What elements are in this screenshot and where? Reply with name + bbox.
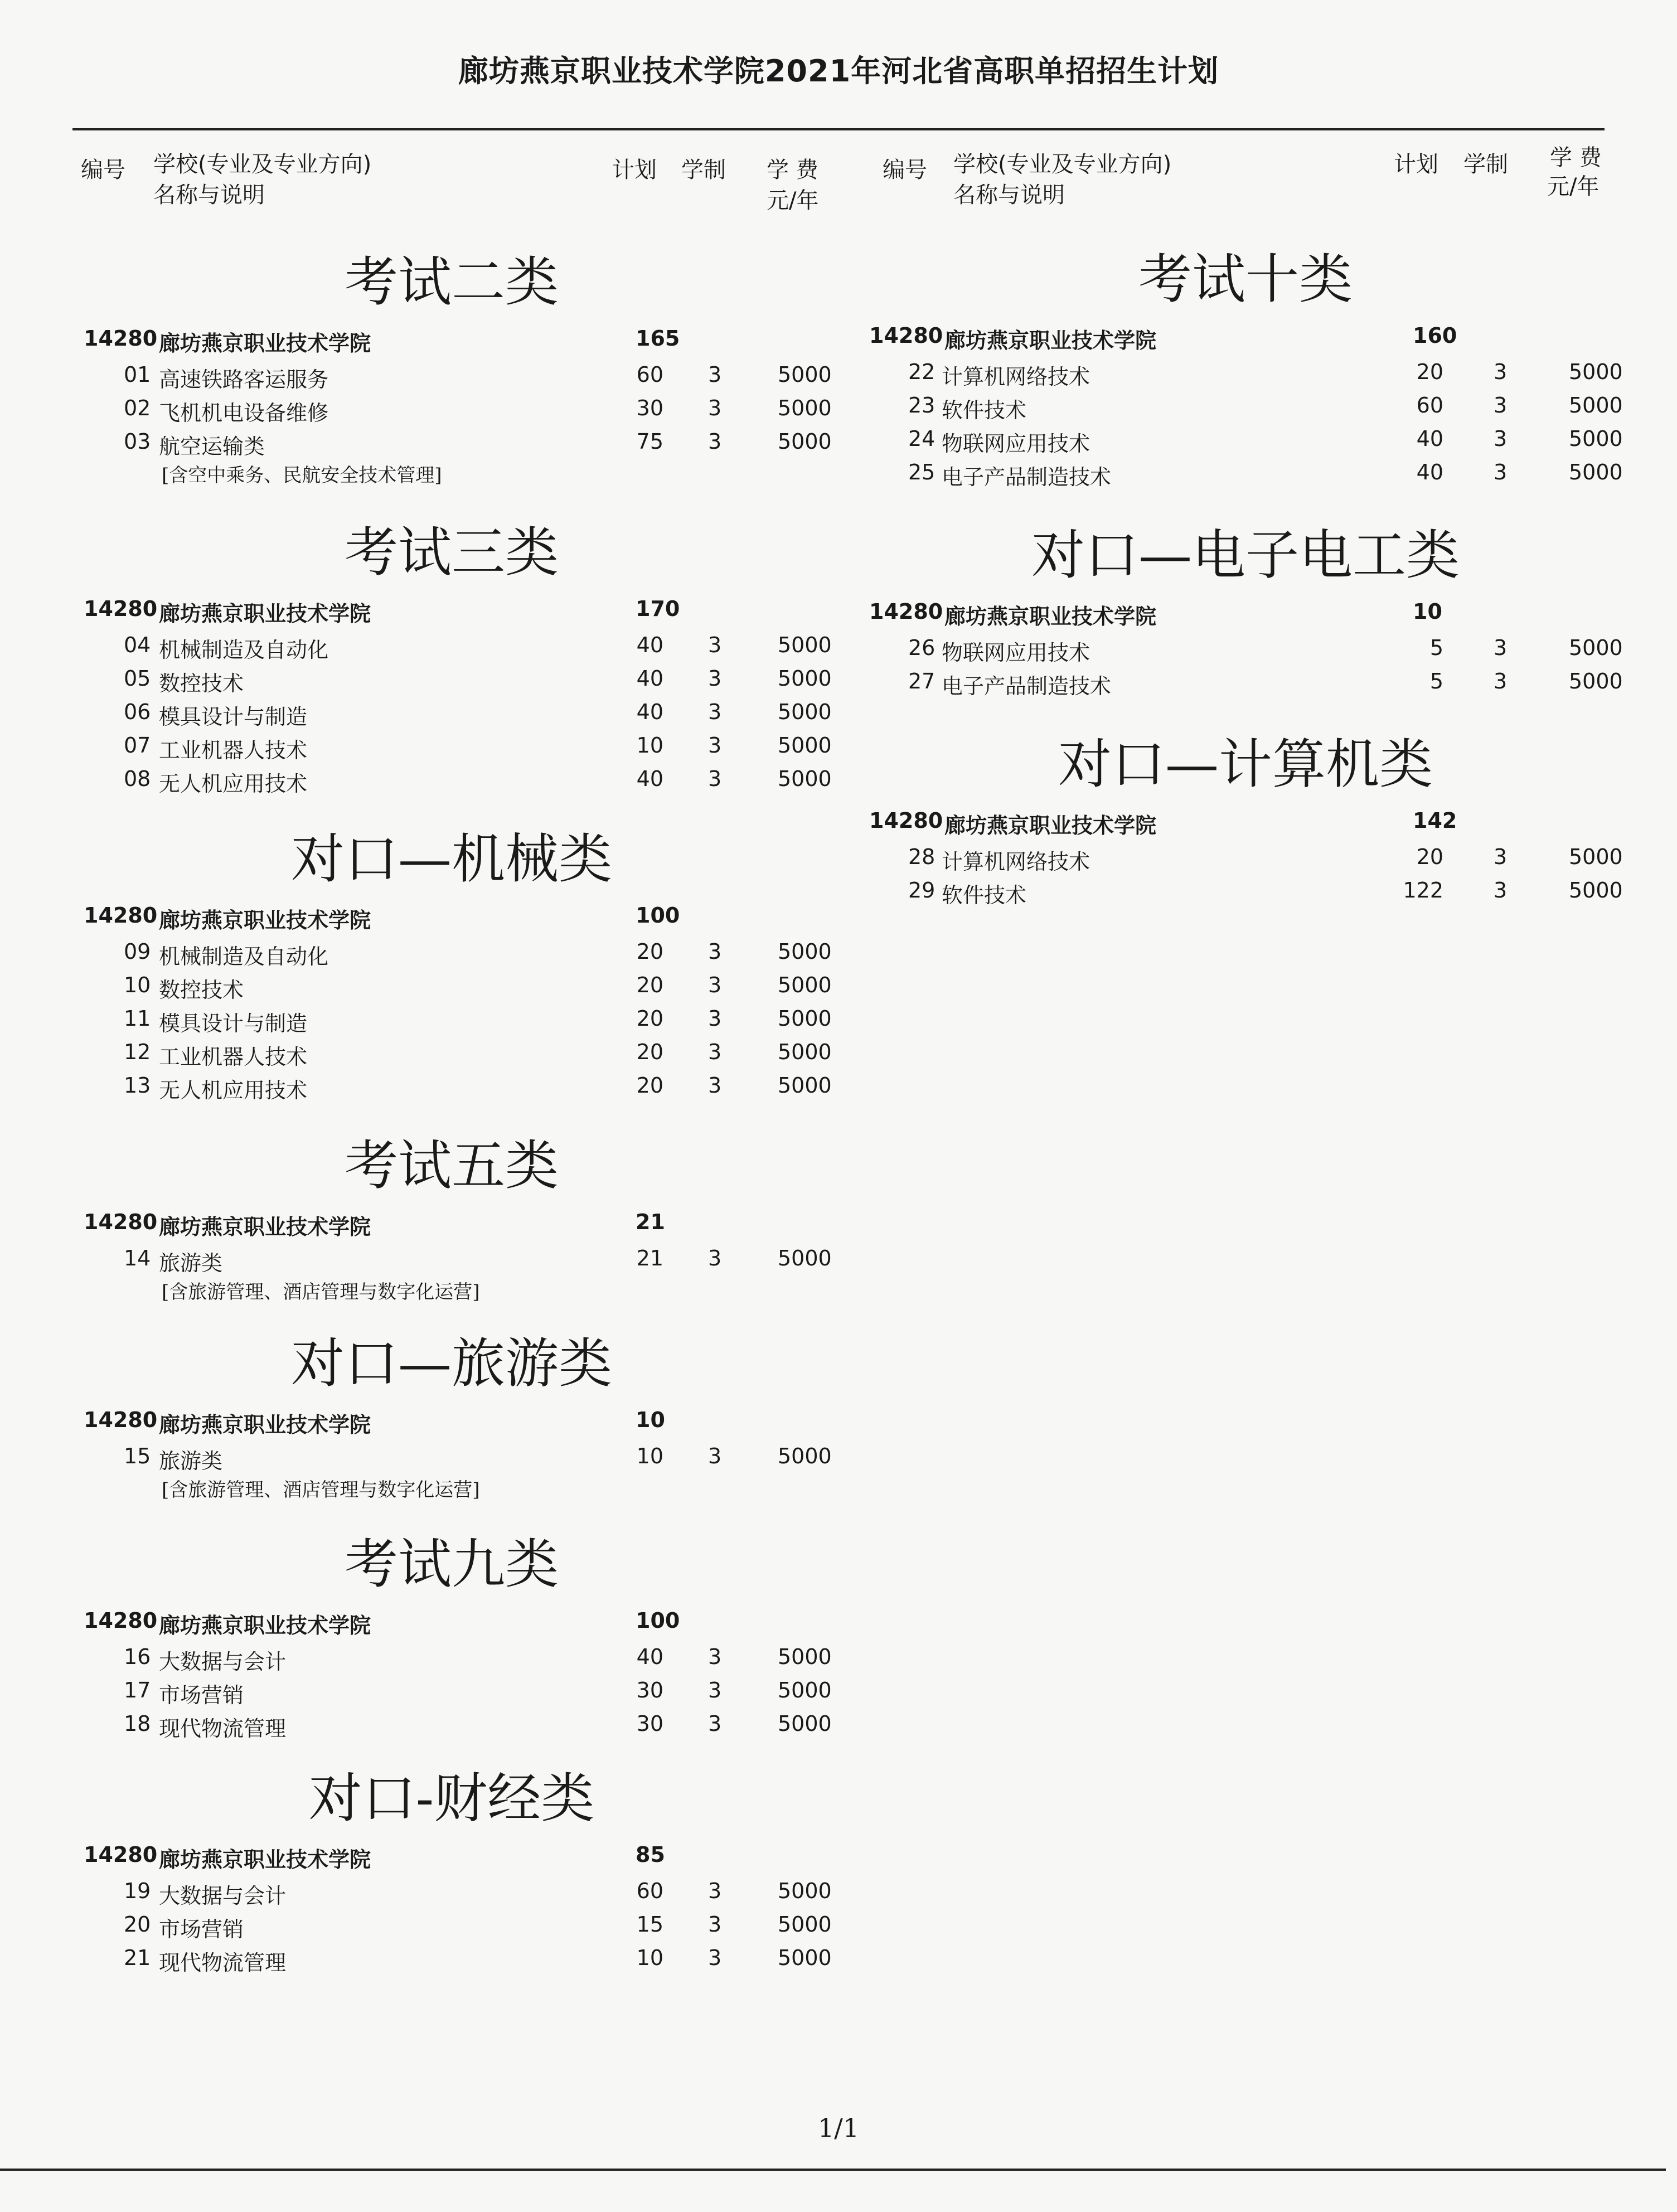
major-row: [838, 360, 1675, 393]
major-duration: 3: [708, 767, 722, 791]
school-plan-total: 21: [636, 1210, 665, 1234]
school-plan-total: 160: [1413, 323, 1457, 348]
major-duration: 3: [1494, 393, 1508, 418]
major-number: 20: [124, 1912, 151, 1937]
major-fee: 5000: [778, 700, 832, 724]
school-row: [869, 808, 1594, 836]
school-code: 14280: [84, 1608, 158, 1633]
major-duration: 3: [708, 1246, 722, 1270]
major-row: [0, 1946, 836, 1979]
school-code: 14280: [84, 1210, 158, 1234]
major-fee: 5000: [778, 767, 832, 791]
school-row: [869, 599, 1594, 627]
major-row: [838, 393, 1675, 426]
major-plan: 30: [636, 1678, 663, 1702]
major-row: [0, 1678, 836, 1711]
major-name: 旅游类: [159, 1251, 223, 1275]
major-duration: 3: [708, 1912, 722, 1937]
header-school-right: 学校(专业及专业方向): [953, 152, 1172, 177]
major-row: [0, 1912, 836, 1946]
major-plan: 60: [636, 1879, 663, 1903]
category-heading: 考试三类: [345, 521, 559, 584]
major-plan: 40: [636, 666, 663, 691]
major-duration: 3: [708, 633, 722, 657]
school-name: 廊坊燕京职业技术学院: [159, 908, 371, 933]
document-title: 廊坊燕京职业技术学院2021年河北省高职单招招生计划: [458, 54, 1219, 89]
major-name: 无人机应用技术: [159, 772, 308, 796]
major-fee: 5000: [778, 1444, 832, 1468]
major-name: 机械制造及自动化: [159, 638, 329, 662]
major-plan: 40: [636, 1645, 663, 1669]
major-plan: 40: [1416, 460, 1443, 484]
major-row: [0, 429, 836, 463]
major-duration: 3: [708, 1006, 722, 1031]
school-plan-total: 165: [636, 326, 680, 351]
school-name: 廊坊燕京职业技术学院: [159, 1613, 371, 1638]
major-plan: 20: [636, 1040, 663, 1064]
major-duration: 3: [708, 1879, 722, 1903]
major-fee: 5000: [1569, 669, 1623, 693]
major-row: [0, 396, 836, 429]
major-name: 市场营销: [159, 1917, 244, 1942]
major-plan: 5: [1429, 669, 1443, 693]
major-plan: 10: [636, 733, 663, 758]
header-duration-left: 学制: [681, 157, 726, 183]
major-row: [0, 1711, 836, 1745]
major-duration: 3: [708, 666, 722, 691]
major-number: 29: [908, 878, 936, 903]
header-school-left-2: 名称与说明: [153, 182, 265, 208]
school-name: 廊坊燕京职业技术学院: [159, 1847, 371, 1872]
major-name: 软件技术: [942, 398, 1027, 423]
major-row: [838, 426, 1675, 460]
major-name: 现代物流管理: [159, 1716, 287, 1741]
major-number: 23: [908, 393, 936, 418]
major-fee: 5000: [778, 1879, 832, 1903]
header-code-left: 编号: [81, 157, 125, 183]
category-heading: 对口—计算机类: [1058, 733, 1433, 795]
school-plan-total: 10: [1413, 599, 1442, 624]
major-plan: 20: [636, 973, 663, 997]
school-plan-total: 85: [636, 1842, 665, 1867]
major-fee: 5000: [778, 1645, 832, 1669]
major-plan: 20: [636, 1073, 663, 1098]
header-code-right: 编号: [883, 157, 927, 183]
header-fee-right: 学 费: [1550, 145, 1602, 171]
major-duration: 3: [708, 1444, 722, 1468]
major-number: 10: [124, 973, 151, 997]
category-heading: 对口—电子电工类: [1031, 524, 1460, 586]
major-name: 旅游类: [159, 1449, 223, 1473]
major-row: [838, 878, 1675, 911]
major-row: [0, 939, 836, 973]
major-fee: 5000: [1569, 426, 1623, 451]
school-code: 14280: [84, 1842, 158, 1867]
major-fee: 5000: [1569, 878, 1623, 903]
major-plan: 60: [1416, 393, 1443, 418]
major-row: [0, 767, 836, 800]
major-fee: 5000: [1569, 393, 1623, 418]
major-number: 24: [908, 426, 936, 451]
school-code: 14280: [84, 326, 158, 351]
school-plan-total: 170: [636, 596, 680, 621]
major-number: 09: [124, 939, 151, 964]
school-plan-total: 100: [636, 1608, 680, 1633]
major-plan: 10: [636, 1444, 663, 1468]
major-plan: 122: [1403, 878, 1443, 903]
major-number: 25: [908, 460, 936, 484]
major-row: [838, 636, 1675, 669]
header-fee-unit-left: 元/年: [767, 188, 819, 214]
category-heading: 对口—旅游类: [291, 1332, 612, 1395]
major-name: 数控技术: [159, 978, 244, 1002]
school-name: 廊坊燕京职业技术学院: [944, 604, 1157, 629]
category-heading: 对口—机械类: [291, 828, 612, 890]
major-number: 15: [124, 1444, 151, 1468]
major-plan: 10: [636, 1946, 663, 1970]
major-number: 21: [124, 1946, 151, 1970]
major-row: [0, 1073, 836, 1107]
major-name: 物联网应用技术: [942, 431, 1090, 456]
school-name: 廊坊燕京职业技术学院: [159, 601, 371, 626]
school-name: 廊坊燕京职业技术学院: [944, 813, 1157, 838]
major-number: 08: [124, 767, 151, 791]
major-duration: 3: [708, 1040, 722, 1064]
major-name: 模具设计与制造: [159, 705, 308, 729]
major-plan: 21: [636, 1246, 663, 1270]
major-number: 12: [124, 1040, 151, 1064]
school-plan-total: 142: [1413, 808, 1457, 833]
major-plan: 5: [1429, 636, 1443, 660]
major-number: 18: [124, 1711, 151, 1736]
category-heading: 考试九类: [345, 1533, 559, 1595]
major-plan: 40: [636, 767, 663, 791]
major-plan: 30: [636, 396, 663, 420]
school-plan-total: 100: [636, 903, 680, 928]
major-name: 数控技术: [159, 671, 244, 696]
major-row: [0, 1040, 836, 1073]
major-number: 03: [124, 429, 151, 454]
major-plan: 40: [636, 633, 663, 657]
school-code: 14280: [84, 596, 158, 621]
major-plan: 60: [636, 362, 663, 387]
major-name: 无人机应用技术: [159, 1078, 308, 1103]
school-plan-total: 10: [636, 1408, 665, 1432]
major-note: [含旅游管理、酒店管理与数字化运营]: [162, 1281, 480, 1303]
major-number: 02: [124, 396, 151, 420]
major-fee: 5000: [778, 1006, 832, 1031]
major-duration: 3: [1494, 636, 1508, 660]
school-name: 廊坊燕京职业技术学院: [159, 331, 371, 356]
major-duration: 3: [708, 396, 722, 420]
major-name: 物联网应用技术: [942, 641, 1090, 665]
major-duration: 3: [708, 1946, 722, 1970]
major-fee: 5000: [778, 429, 832, 454]
major-row: [0, 1444, 836, 1477]
major-duration: 3: [1494, 845, 1508, 869]
major-name: 高速铁路客运服务: [159, 367, 329, 392]
major-row: [0, 1006, 836, 1040]
major-plan: 15: [636, 1912, 663, 1937]
major-duration: 3: [708, 973, 722, 997]
major-row: [838, 460, 1675, 493]
header-school-right-2: 名称与说明: [953, 182, 1065, 208]
major-number: 27: [908, 669, 936, 693]
school-code: 14280: [869, 323, 943, 348]
major-fee: 5000: [778, 1040, 832, 1064]
major-fee: 5000: [778, 1678, 832, 1702]
major-number: 17: [124, 1678, 151, 1702]
major-fee: 5000: [1569, 845, 1623, 869]
header-fee-left: 学 费: [767, 157, 818, 183]
major-name: 大数据与会计: [159, 1884, 287, 1908]
major-name: 计算机网络技术: [942, 365, 1090, 389]
page-number: 1/1: [817, 2113, 860, 2143]
school-row: [84, 1608, 808, 1636]
major-duration: 3: [1494, 426, 1508, 451]
major-duration: 3: [1494, 669, 1508, 693]
major-fee: 5000: [1569, 460, 1623, 484]
header-fee-unit-right: 元/年: [1547, 174, 1600, 200]
major-row: [0, 633, 836, 666]
header-plan-right: 计划: [1394, 152, 1438, 177]
school-name: 廊坊燕京职业技术学院: [159, 1215, 371, 1239]
major-fee: 5000: [778, 666, 832, 691]
major-number: 11: [124, 1006, 151, 1031]
major-name: 航空运输类: [159, 434, 265, 459]
major-number: 05: [124, 666, 151, 691]
major-duration: 3: [708, 1073, 722, 1098]
major-plan: 40: [1416, 426, 1443, 451]
major-name: 机械制造及自动化: [159, 944, 329, 969]
major-name: 现代物流管理: [159, 1951, 287, 1975]
major-name: 软件技术: [942, 883, 1027, 908]
school-row: [869, 323, 1594, 351]
school-row: [84, 1210, 808, 1238]
school-row: [84, 326, 808, 354]
major-fee: 5000: [778, 1246, 832, 1270]
major-note: [含空中乘务、民航安全技术管理]: [162, 464, 442, 487]
major-fee: 5000: [778, 973, 832, 997]
major-duration: 3: [1494, 460, 1508, 484]
major-duration: 3: [708, 939, 722, 964]
header-school-left: 学校(专业及专业方向): [153, 152, 372, 177]
major-number: 06: [124, 700, 151, 724]
major-name: 工业机器人技术: [159, 1045, 308, 1069]
school-name: 廊坊燕京职业技术学院: [159, 1413, 371, 1437]
major-row: [0, 666, 836, 700]
major-row: [0, 1645, 836, 1678]
major-row: [838, 669, 1675, 702]
major-fee: 5000: [778, 633, 832, 657]
major-plan: 20: [636, 939, 663, 964]
major-number: 26: [908, 636, 936, 660]
major-fee: 5000: [778, 939, 832, 964]
major-name: 市场营销: [159, 1683, 244, 1707]
major-number: 28: [908, 845, 936, 869]
major-row: [0, 1879, 836, 1912]
major-duration: 3: [708, 1711, 722, 1736]
school-code: 14280: [84, 903, 158, 928]
major-plan: 20: [1416, 360, 1443, 384]
major-fee: 5000: [778, 1711, 832, 1736]
left-column: [0, 0, 838, 2212]
major-duration: 3: [708, 1678, 722, 1702]
major-plan: 20: [636, 1006, 663, 1031]
major-duration: 3: [1494, 360, 1508, 384]
major-plan: 40: [636, 700, 663, 724]
major-plan: 30: [636, 1711, 663, 1736]
major-fee: 5000: [778, 1946, 832, 1970]
major-number: 13: [124, 1073, 151, 1098]
category-heading: 考试五类: [345, 1134, 559, 1197]
header-duration-right: 学制: [1463, 152, 1508, 177]
category-heading: 考试十类: [1138, 248, 1353, 311]
major-fee: 5000: [778, 1073, 832, 1098]
major-row: [838, 845, 1675, 878]
major-duration: 3: [708, 362, 722, 387]
footer-divider: [0, 2169, 1666, 2171]
major-row: [0, 973, 836, 1006]
major-name: 大数据与会计: [159, 1650, 287, 1674]
major-duration: 3: [708, 733, 722, 758]
right-column: [838, 0, 1677, 2212]
major-number: 04: [124, 633, 151, 657]
major-number: 19: [124, 1879, 151, 1903]
school-row: [84, 596, 808, 624]
major-name: 模具设计与制造: [159, 1011, 308, 1036]
major-name: 计算机网络技术: [942, 850, 1090, 874]
major-plan: 75: [636, 429, 663, 454]
major-duration: 3: [708, 429, 722, 454]
header-plan-left: 计划: [612, 157, 657, 183]
major-fee: 5000: [778, 362, 832, 387]
major-row: [0, 700, 836, 733]
category-heading: 考试二类: [345, 251, 559, 313]
major-number: 01: [124, 362, 151, 387]
school-code: 14280: [84, 1408, 158, 1432]
major-name: 电子产品制造技术: [942, 674, 1112, 698]
major-plan: 20: [1416, 845, 1443, 869]
major-number: 14: [124, 1246, 151, 1270]
school-code: 14280: [869, 599, 943, 624]
major-duration: 3: [708, 700, 722, 724]
major-row: [0, 362, 836, 396]
school-code: 14280: [869, 808, 943, 833]
school-row: [84, 1408, 808, 1435]
major-fee: 5000: [778, 396, 832, 420]
major-number: 16: [124, 1645, 151, 1669]
major-fee: 5000: [778, 733, 832, 758]
major-note: [含旅游管理、酒店管理与数字化运营]: [162, 1479, 480, 1501]
major-fee: 5000: [778, 1912, 832, 1937]
major-fee: 5000: [1569, 360, 1623, 384]
major-name: 飞机机电设备维修: [159, 401, 329, 425]
major-number: 22: [908, 360, 936, 384]
school-row: [84, 903, 808, 931]
major-duration: 3: [1494, 878, 1508, 903]
school-name: 廊坊燕京职业技术学院: [944, 328, 1157, 353]
major-number: 07: [124, 733, 151, 758]
category-heading: 对口-财经类: [308, 1767, 595, 1830]
school-row: [84, 1842, 808, 1870]
major-row: [0, 733, 836, 767]
major-duration: 3: [708, 1645, 722, 1669]
major-fee: 5000: [1569, 636, 1623, 660]
major-name: 工业机器人技术: [159, 738, 308, 763]
major-name: 电子产品制造技术: [942, 465, 1112, 489]
major-row: [0, 1246, 836, 1279]
